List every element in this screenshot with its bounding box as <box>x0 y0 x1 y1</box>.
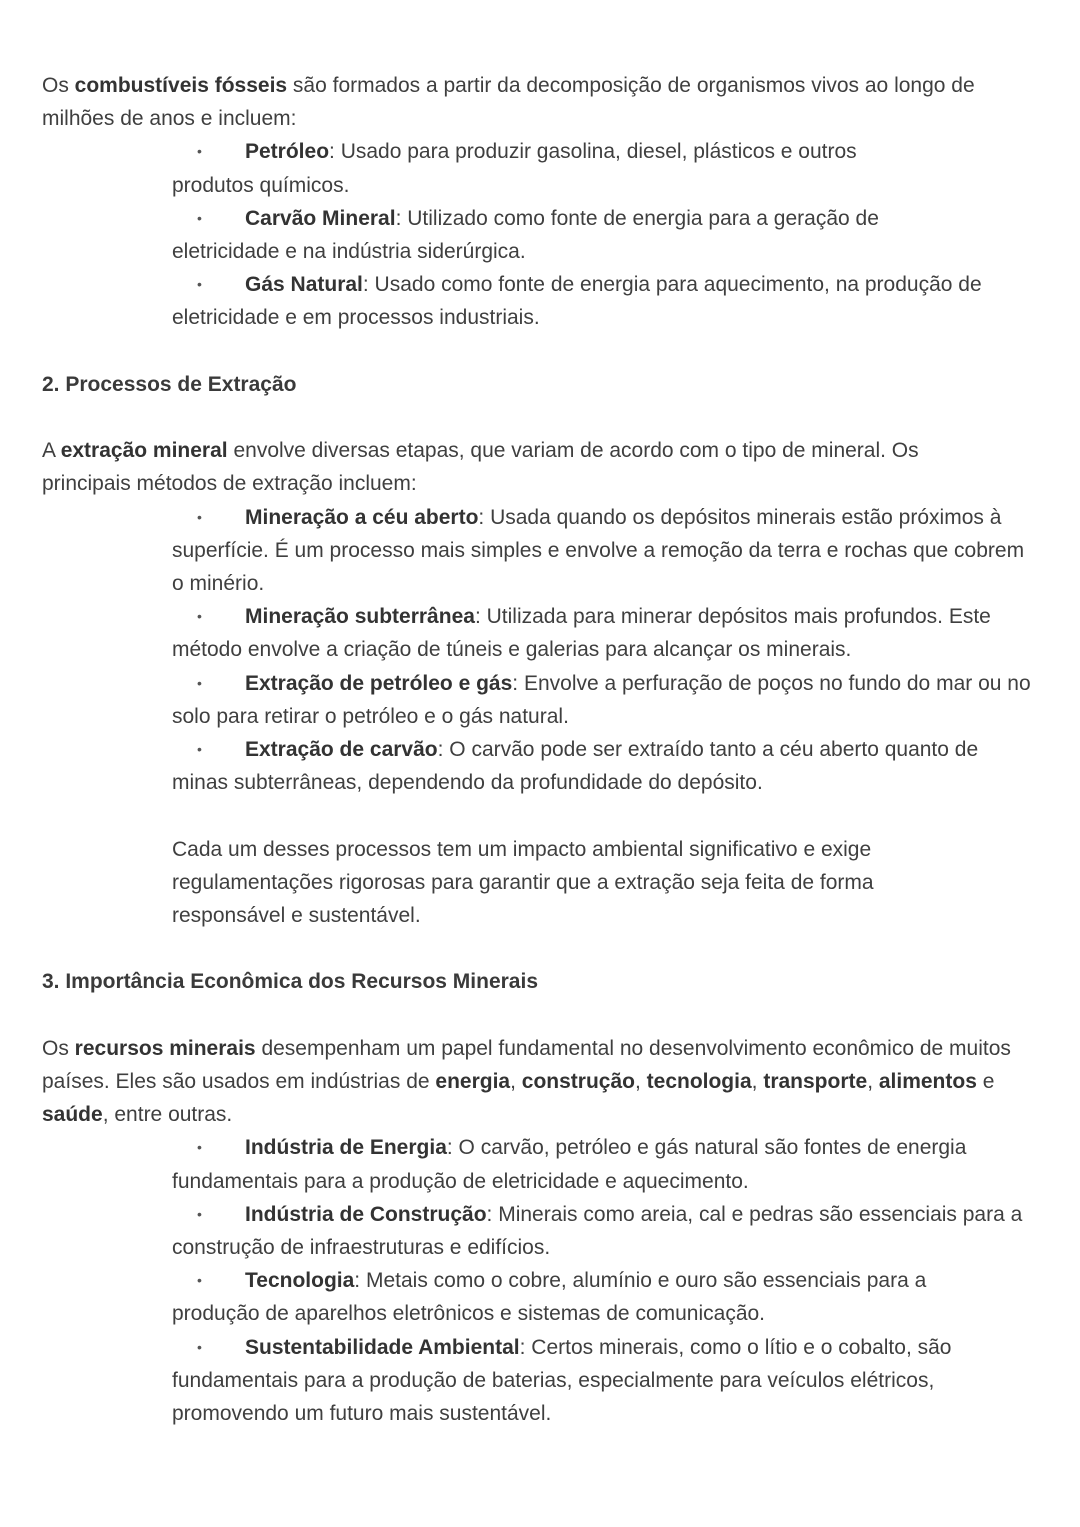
list-item <box>42 202 962 268</box>
bold-term: recursos minerais <box>74 1036 256 1060</box>
bullet-icon: • <box>197 608 202 625</box>
section-heading: 3. Importância Econômica dos Recursos Minerais <box>42 970 538 994</box>
list-item-desc: : Metais como o cobre, alumínio e ouro são essenciais para a produção de aparelhos eletrônicos e sistemas de comunicação. <box>172 1269 927 1326</box>
list-item <box>42 135 892 201</box>
intro-text: , <box>867 1070 879 1094</box>
fossil-fuels-intro <box>42 69 1032 135</box>
bold-term: energia <box>435 1070 511 1094</box>
list-item <box>42 1198 1032 1264</box>
list-item-desc: : O carvão pode ser extraído tanto a céu aberto quanto de minas subterrâneas, dependendo da profundidade do depósito. <box>172 738 979 795</box>
list-item-desc: : Envolve a perfuração de poços no fundo do mar ou no solo para retirar o petróleo e o gás natural. <box>172 671 1031 728</box>
intro-text: são formados a partir da decomposição de organismos vivos ao longo de milhões de anos e incluem: <box>42 74 975 131</box>
list-item-desc: : Usado para produzir gasolina, diesel, plásticos e outros produtos químicos. <box>172 140 857 197</box>
bullet-icon: • <box>197 741 202 758</box>
intro-text: Os <box>42 1036 75 1060</box>
economic-intro <box>42 1032 1032 1132</box>
bullet-icon: • <box>197 1139 202 1156</box>
intro-text: , entre outras. <box>102 1103 233 1127</box>
list-item-desc: : Usado como fonte de energia para aquecimento, na produção de eletricidade e em processos industriais. <box>172 273 982 330</box>
list-item-term: Mineração subterrânea <box>245 605 475 629</box>
bullet-icon: • <box>197 143 202 160</box>
list-item-desc: : Minerais como areia, cal e pedras são essenciais para a construção de infraestruturas e edifícios. <box>172 1202 1023 1260</box>
list-item-desc: : Usada quando os depósitos minerais estão próximos à superfície. É um processo mais simples e envolve a remoção da terra e rochas que cobrem o minério. <box>172 505 1025 596</box>
list-item <box>42 600 1012 666</box>
intro-text: Os <box>42 74 75 97</box>
list-item <box>42 1264 1002 1330</box>
bold-term: construção <box>521 1070 635 1094</box>
bullet-icon: • <box>197 276 202 293</box>
bold-term: extração mineral <box>60 439 228 463</box>
list-item-term: Indústria de Construção <box>245 1202 487 1226</box>
intro-text: A <box>42 439 61 463</box>
intro-text: , <box>751 1070 764 1094</box>
list-item-desc: : Utilizado como fonte de energia para a geração de eletricidade e na indústria siderúrgica. <box>172 206 879 264</box>
list-item-term: Mineração a céu aberto <box>245 505 479 529</box>
list-item-term: Tecnologia <box>245 1269 355 1293</box>
list-item-term: Gás Natural <box>245 273 363 297</box>
bullet-icon: • <box>197 209 202 226</box>
list-item-term: Carvão Mineral <box>245 206 396 230</box>
list-item <box>42 501 1032 601</box>
section-heading: 2. Processos de Extração <box>42 372 297 396</box>
list-item-term: Indústria de Energia <box>245 1136 447 1160</box>
intro-text: , <box>634 1070 647 1094</box>
extraction-closing: Cada um desses processos tem um impacto ambiental significativo e exige regulamentações rigorosas para garantir que a extração seja feita de forma responsável e sustentável. <box>172 837 874 928</box>
list-item-term: Extração de carvão <box>245 738 438 762</box>
intro-text: envolve diversas etapas, que variam de acordo com o tipo de mineral. Os principais métodos de extração incluem: <box>42 439 919 496</box>
list-item <box>42 733 1032 799</box>
bullet-icon: • <box>197 1205 202 1222</box>
list-item-desc: : Utilizada para minerar depósitos mais profundos. Este método envolve a criação de túneis e galerias para alcançar os minerais. <box>172 605 991 662</box>
extraction-intro <box>42 434 1002 500</box>
list-item <box>42 268 1032 334</box>
bold-term: alimentos <box>878 1070 977 1094</box>
list-item <box>42 1131 1042 1197</box>
bullet-icon: • <box>197 1272 202 1289</box>
bullet-icon: • <box>197 674 202 691</box>
list-item-term: Sustentabilidade Ambiental <box>245 1335 520 1359</box>
intro-text: , <box>510 1070 522 1094</box>
list-item-desc: : O carvão, petróleo e gás natural são fontes de energia fundamentais para a produção de eletricidade e aquecimento. <box>172 1136 967 1193</box>
bold-term: tecnologia <box>646 1070 752 1094</box>
list-item-desc: : Certos minerais, como o lítio e o cobalto, são fundamentais para a produção de baterias, especialmente para veículos elétricos, promovendo um futuro mais sustentável. <box>172 1335 952 1426</box>
list-item-term: Petróleo <box>245 140 330 164</box>
bold-term: transporte <box>763 1070 868 1094</box>
bullet-icon: • <box>197 508 202 525</box>
bold-term: combustíveis fósseis <box>74 74 288 97</box>
intro-text: desempenham um papel fundamental no desenvolvimento econômico de muitos países. Eles são usados em indústrias de <box>42 1036 1011 1094</box>
list-item <box>42 667 1052 733</box>
bold-term: saúde <box>42 1103 103 1127</box>
intro-text: e <box>976 1070 995 1094</box>
list-item-term: Extração de petróleo e gás <box>245 671 513 695</box>
list-item <box>42 1331 1032 1431</box>
bullet-icon: • <box>197 1338 202 1355</box>
